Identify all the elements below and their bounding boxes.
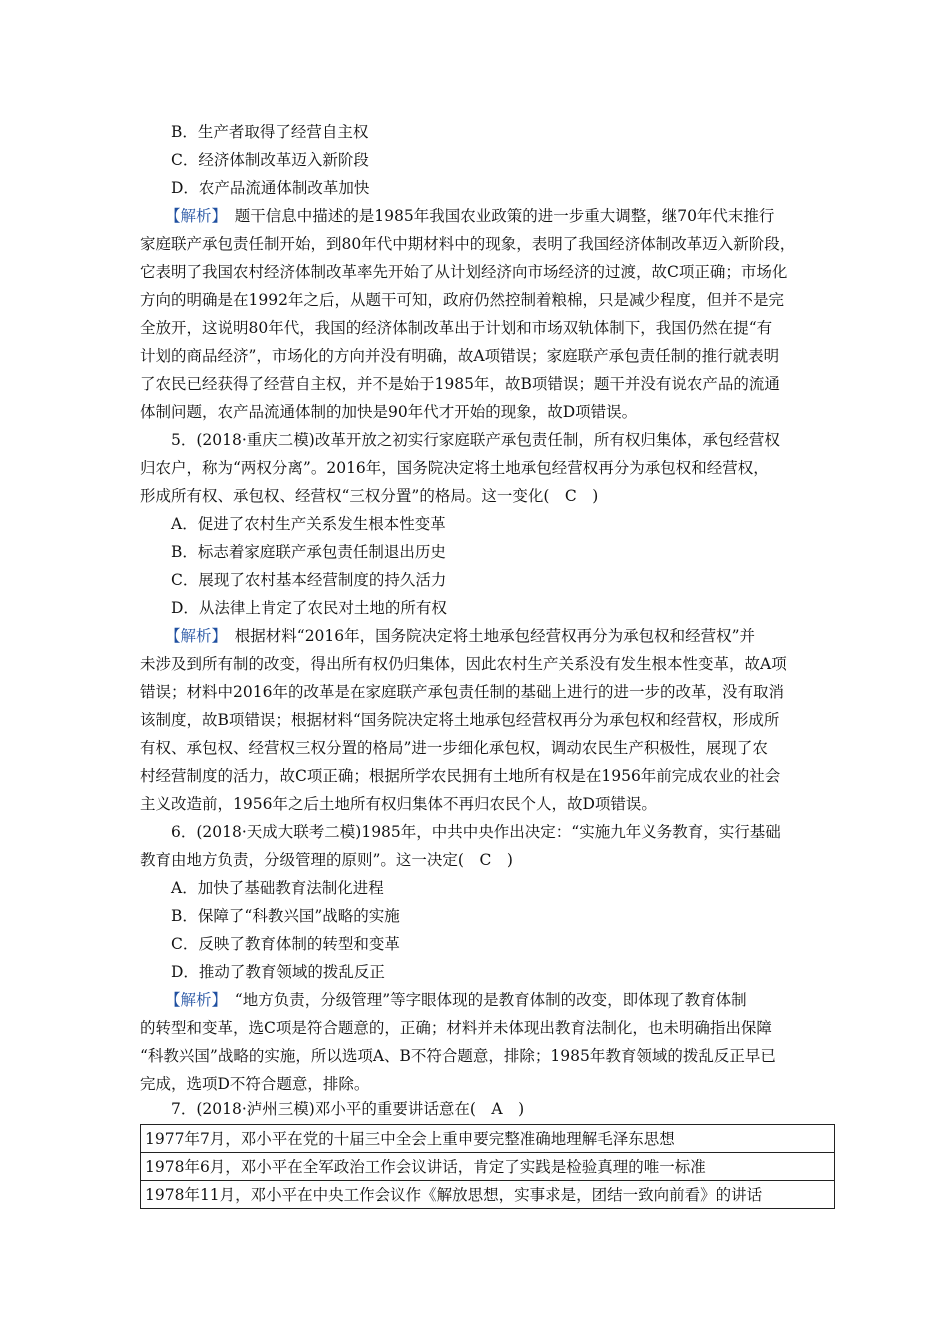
q5-analysis-line: 错误；材料中2016年的改革是在家庭联产承包责任制的基础上进行的进一步的改革，没有取消	[140, 683, 784, 701]
table-row	[141, 1153, 835, 1181]
q6-stem-line: 6．(2018·天成大联考二模)1985年，中共中央作出决定：“实施九年义务教育，实行基础	[171, 823, 781, 841]
q5-stem-line: 归农户，称为“两权分离”。2016年，国务院决定将土地承包经营权再分为承包权和经营权，	[140, 459, 769, 477]
q4-option-b: B．生产者取得了经营自主权	[171, 123, 369, 141]
q4-analysis-line: 全放开，这说明80年代，我国的经济体制改革出于计划和市场双轨体制下，我国仍然在提“有	[140, 319, 773, 337]
q5-analysis-line: 主义改造前，1956年之后土地所有权归集体不再归农民个人，故D项错误。	[140, 795, 657, 813]
q6-option-a: A．加快了基础教育法制化进程	[171, 879, 384, 897]
q6-analysis-line	[165, 990, 747, 1010]
q5-analysis-line: 该制度，故B项错误；根据材料“国务院决定将土地承包经营权再分为承包权和经营权，形成所	[140, 711, 780, 729]
q7-stem: 7．(2018·泸州三模)邓小平的重要讲话意在( A )	[171, 1100, 525, 1118]
table-cell: 1978年6月，邓小平在全军政治工作会议讲话，肯定了实践是检验真理的唯一标准	[141, 1153, 835, 1181]
q4-analysis-tag: 【解析】	[165, 207, 220, 225]
q4-analysis-text: 题干信息中描述的是1985年我国农业政策的进一步重大调整，继70年代末推行	[219, 207, 775, 225]
q6-option-d: D．推动了教育领域的拨乱反正	[171, 963, 385, 981]
q6-analysis-text: “地方负责，分级管理”等字眼体现的是教育体制的改变，即体现了教育体制	[219, 991, 747, 1009]
q5-analysis-text: 根据材料“2016年，国务院决定将土地承包经营权再分为承包权和经营权”并	[219, 627, 756, 645]
q7-material-table	[140, 1124, 835, 1209]
q4-option-d: D．农产品流通体制改革加快	[171, 179, 370, 197]
q6-analysis-line: 完成，选项D不符合题意，排除。	[140, 1075, 370, 1093]
q6-stem-line: 教育由地方负责，分级管理的原则”。这一决定( C )	[140, 851, 513, 869]
table-cell: 1977年7月，邓小平在党的十届三中全会上重申要完整准确地理解毛泽东思想	[141, 1125, 835, 1153]
q4-analysis-line	[165, 206, 774, 226]
q4-analysis-line: 计划的商品经济”，市场化的方向并没有明确，故A项错误；家庭联产承包责任制的推行就表明	[140, 347, 780, 365]
q4-analysis-line: 它表明了我国农村经济体制改革率先开始了从计划经济向市场经济的过渡，故C项正确；市场化	[140, 263, 788, 281]
q5-option-b: B．标志着家庭联产承包责任制退出历史	[171, 543, 446, 561]
q4-analysis-line: 体制问题，农产品流通体制的加快是90年代才开始的现象，故D项错误。	[140, 403, 638, 421]
table-row	[141, 1125, 835, 1153]
q6-option-b: B．保障了“科教兴国”战略的实施	[171, 907, 400, 925]
q4-analysis-line: 了农民已经获得了经营自主权，并不是始于1985年，故B项错误；题干并没有说农产品的流通	[140, 375, 780, 393]
q6-option-c: C．反映了教育体制的转型和变革	[171, 935, 400, 953]
q4-analysis-line: 方向的明确是在1992年之后，从题干可知，政府仍然控制着粮棉，只是减少程度，但并不是完	[140, 291, 784, 309]
q5-analysis-line: 有权、承包权、经营权三权分置的格局”进一步细化承包权，调动农民生产积极性，展现了农	[140, 739, 768, 757]
table-row	[141, 1181, 835, 1209]
q5-analysis-line	[165, 626, 755, 646]
q5-analysis-tag: 【解析】	[165, 627, 220, 645]
q6-analysis-tag: 【解析】	[165, 991, 220, 1009]
q6-analysis-line: 的转型和变革，选C项是符合题意的，正确；材料并未体现出教育法制化，也未明确指出保障	[140, 1019, 772, 1037]
q5-analysis-line: 未涉及到所有制的改变，得出所有权仍归集体，因此农村生产关系没有发生根本性变革，故A项	[140, 655, 787, 673]
q5-option-a: A．促进了农村生产关系发生根本性变革	[171, 515, 446, 533]
q4-option-c: C．经济体制改革迈入新阶段	[171, 151, 369, 169]
q5-stem-line: 5．(2018·重庆二模)改革开放之初实行家庭联产承包责任制，所有权归集体，承包经营权	[171, 431, 780, 449]
q5-option-c: C．展现了农村基本经营制度的持久活力	[171, 571, 447, 589]
q4-analysis-line: 家庭联产承包责任制开始，到80年代中期材料中的现象，表明了我国经济体制改革迈入新阶段，	[140, 235, 796, 253]
q6-analysis-line: “科教兴国”战略的实施，所以选项A、B不符合题意，排除；1985年教育领域的拨乱反正早已	[140, 1047, 776, 1065]
q5-option-d: D．从法律上肯定了农民对土地的所有权	[171, 599, 447, 617]
q5-analysis-line: 村经营制度的活力，故C项正确；根据所学农民拥有土地所有权是在1956年前完成农业的社会	[140, 767, 781, 785]
table-cell: 1978年11月，邓小平在中央工作会议作《解放思想，实事求是，团结一致向前看》的讲话	[141, 1181, 835, 1209]
q5-stem-line: 形成所有权、承包权、经营权“三权分置”的格局。这一变化( C )	[140, 487, 599, 505]
